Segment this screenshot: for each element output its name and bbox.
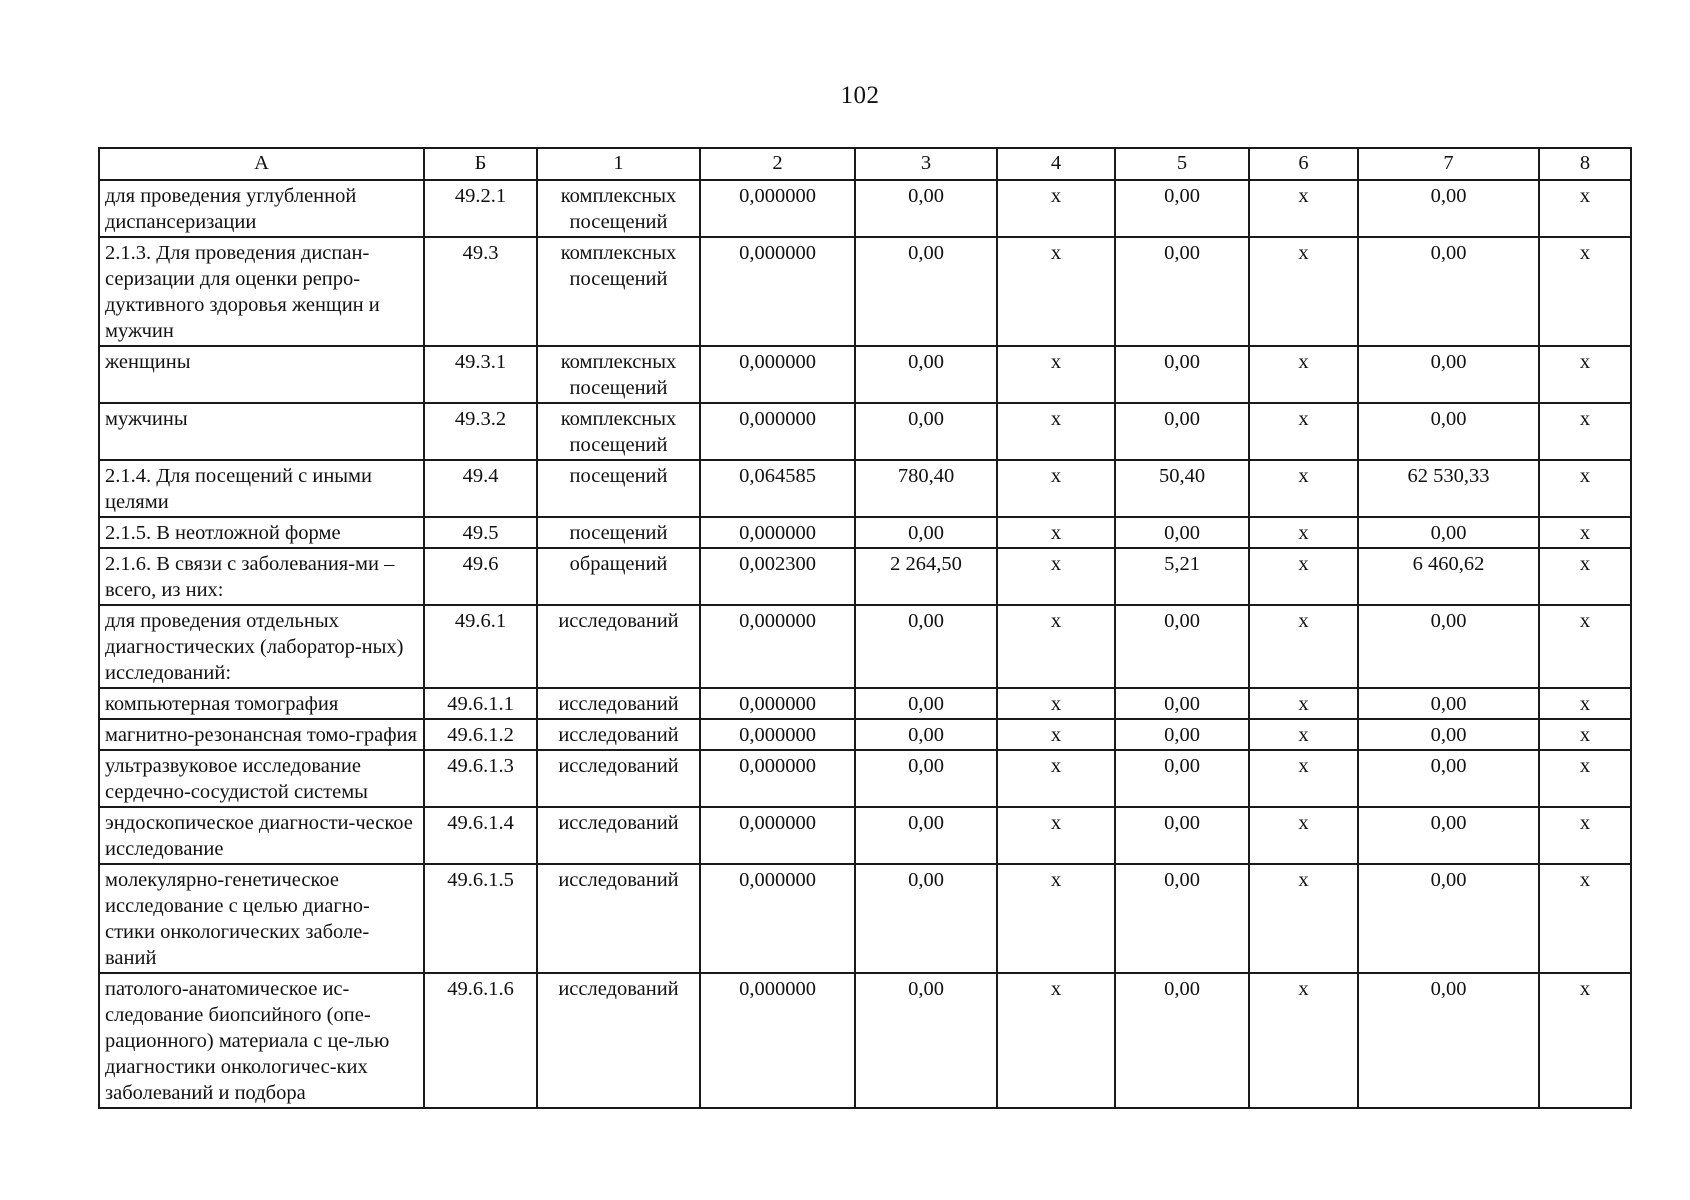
row-col-3: 0,00 (855, 517, 997, 548)
table-row (99, 403, 1631, 460)
row-code: 49.6.1.6 (424, 973, 537, 1108)
row-col-7: 6 460,62 (1358, 548, 1539, 605)
row-col-3: 0,00 (855, 807, 997, 864)
row-code: 49.3.1 (424, 346, 537, 403)
row-code: 49.4 (424, 460, 537, 517)
row-col-2: 0,000000 (700, 346, 855, 403)
row-col-7: 0,00 (1358, 517, 1539, 548)
row-code: 49.3.2 (424, 403, 537, 460)
row-col-2: 0,000000 (700, 973, 855, 1108)
row-col-5: 0,00 (1115, 688, 1249, 719)
row-col-2: 0,000000 (700, 864, 855, 973)
row-col-2: 0,000000 (700, 403, 855, 460)
row-col-4: х (997, 807, 1115, 864)
row-label: эндоскопическое диагности-ческое исследование (99, 807, 424, 864)
row-col-7: 62 530,33 (1358, 460, 1539, 517)
row-col-4: х (997, 460, 1115, 517)
column-header-6: 6 (1249, 148, 1358, 180)
row-col-5: 0,00 (1115, 750, 1249, 807)
row-col-4: х (997, 719, 1115, 750)
row-label: ультразвуковое исследование сердечно-сосудистой системы (99, 750, 424, 807)
column-header-a: А (99, 148, 424, 180)
row-col-4: х (997, 688, 1115, 719)
row-col-7: 0,00 (1358, 750, 1539, 807)
row-col-7: 0,00 (1358, 605, 1539, 688)
row-col-7: 0,00 (1358, 346, 1539, 403)
row-label: женщины (99, 346, 424, 403)
row-col-3: 0,00 (855, 719, 997, 750)
row-col-6: х (1249, 864, 1358, 973)
row-col-8: х (1539, 719, 1631, 750)
row-col-8: х (1539, 346, 1631, 403)
row-col-5: 0,00 (1115, 517, 1249, 548)
row-col-3: 0,00 (855, 973, 997, 1108)
row-col-5: 0,00 (1115, 605, 1249, 688)
row-label: компьютерная томография (99, 688, 424, 719)
page-number: 102 (840, 82, 880, 109)
row-col-3: 0,00 (855, 237, 997, 346)
row-col-2: 0,000000 (700, 807, 855, 864)
row-col-2: 0,000000 (700, 180, 855, 237)
row-col-4: х (997, 403, 1115, 460)
row-col-6: х (1249, 180, 1358, 237)
row-col-5: 5,21 (1115, 548, 1249, 605)
column-header-4: 4 (997, 148, 1115, 180)
row-col-4: х (997, 973, 1115, 1108)
row-col-5: 0,00 (1115, 180, 1249, 237)
row-unit: исследований (537, 688, 700, 719)
row-col-8: х (1539, 180, 1631, 237)
table-row (99, 346, 1631, 403)
row-col-5: 0,00 (1115, 807, 1249, 864)
row-col-7: 0,00 (1358, 180, 1539, 237)
row-unit: комплексных посещений (537, 403, 700, 460)
row-code: 49.6.1.1 (424, 688, 537, 719)
row-col-8: х (1539, 750, 1631, 807)
row-col-2: 0,000000 (700, 750, 855, 807)
row-code: 49.6.1 (424, 605, 537, 688)
row-col-6: х (1249, 750, 1358, 807)
row-col-7: 0,00 (1358, 688, 1539, 719)
column-header-7: 7 (1358, 148, 1539, 180)
row-unit: комплексных посещений (537, 346, 700, 403)
row-label: для проведения углубленной диспансеризации (99, 180, 424, 237)
row-col-7: 0,00 (1358, 973, 1539, 1108)
column-header-2: 2 (700, 148, 855, 180)
row-col-2: 0,000000 (700, 605, 855, 688)
table-row (99, 548, 1631, 605)
row-col-3: 2 264,50 (855, 548, 997, 605)
column-header-5: 5 (1115, 148, 1249, 180)
table-row (99, 460, 1631, 517)
row-col-6: х (1249, 460, 1358, 517)
table-row (99, 973, 1631, 1108)
data-table (98, 147, 1632, 1109)
table-body (99, 180, 1631, 1108)
row-col-5: 0,00 (1115, 237, 1249, 346)
column-header-3: 3 (855, 148, 997, 180)
row-col-3: 0,00 (855, 180, 997, 237)
row-label: 2.1.4. Для посещений с иными целями (99, 460, 424, 517)
row-code: 49.3 (424, 237, 537, 346)
row-unit: исследований (537, 719, 700, 750)
header-row (99, 148, 1631, 180)
table-row (99, 688, 1631, 719)
row-col-6: х (1249, 346, 1358, 403)
row-col-8: х (1539, 864, 1631, 973)
row-col-7: 0,00 (1358, 719, 1539, 750)
row-label: 2.1.6. В связи с заболевания-ми – всего, из них: (99, 548, 424, 605)
row-unit: исследований (537, 864, 700, 973)
row-col-6: х (1249, 688, 1358, 719)
row-unit: исследований (537, 973, 700, 1108)
row-col-3: 0,00 (855, 403, 997, 460)
row-label: молекулярно-генетическое исследование с целью диагно-стики онкологических заболе-ваний (99, 864, 424, 973)
row-col-7: 0,00 (1358, 807, 1539, 864)
row-col-2: 0,000000 (700, 517, 855, 548)
column-header-8: 8 (1539, 148, 1631, 180)
row-unit: комплексных посещений (537, 237, 700, 346)
table-row (99, 750, 1631, 807)
row-col-6: х (1249, 403, 1358, 460)
row-unit: исследований (537, 750, 700, 807)
row-col-5: 50,40 (1115, 460, 1249, 517)
row-col-4: х (997, 864, 1115, 973)
row-col-4: х (997, 237, 1115, 346)
row-col-2: 0,000000 (700, 688, 855, 719)
row-col-5: 0,00 (1115, 973, 1249, 1108)
row-col-8: х (1539, 605, 1631, 688)
row-unit: посещений (537, 517, 700, 548)
row-code: 49.2.1 (424, 180, 537, 237)
row-col-6: х (1249, 237, 1358, 346)
row-code: 49.5 (424, 517, 537, 548)
row-col-2: 0,064585 (700, 460, 855, 517)
row-col-5: 0,00 (1115, 346, 1249, 403)
column-header-b: Б (424, 148, 537, 180)
row-col-5: 0,00 (1115, 403, 1249, 460)
row-col-3: 0,00 (855, 688, 997, 719)
row-label: магнитно-резонансная томо-графия (99, 719, 424, 750)
row-label: 2.1.5. В неотложной форме (99, 517, 424, 548)
row-col-7: 0,00 (1358, 864, 1539, 973)
row-col-8: х (1539, 517, 1631, 548)
row-label: 2.1.3. Для проведения диспан-серизации для оценки репро-дуктивного здоровья женщин и мужчин (99, 237, 424, 346)
row-col-8: х (1539, 688, 1631, 719)
table-row (99, 864, 1631, 973)
row-col-2: 0,000000 (700, 237, 855, 346)
row-code: 49.6 (424, 548, 537, 605)
row-col-8: х (1539, 973, 1631, 1108)
column-header-1: 1 (537, 148, 700, 180)
table-row (99, 807, 1631, 864)
row-col-2: 0,000000 (700, 719, 855, 750)
table-row (99, 605, 1631, 688)
table-row (99, 180, 1631, 237)
row-col-3: 0,00 (855, 605, 997, 688)
row-col-4: х (997, 605, 1115, 688)
row-unit: обращений (537, 548, 700, 605)
row-col-5: 0,00 (1115, 719, 1249, 750)
row-unit: комплексных посещений (537, 180, 700, 237)
row-col-7: 0,00 (1358, 403, 1539, 460)
row-col-2: 0,002300 (700, 548, 855, 605)
row-col-3: 0,00 (855, 346, 997, 403)
row-col-8: х (1539, 403, 1631, 460)
row-code: 49.6.1.2 (424, 719, 537, 750)
row-col-6: х (1249, 548, 1358, 605)
row-col-4: х (997, 517, 1115, 548)
row-col-5: 0,00 (1115, 864, 1249, 973)
row-col-8: х (1539, 237, 1631, 346)
row-col-4: х (997, 346, 1115, 403)
row-col-6: х (1249, 517, 1358, 548)
row-col-7: 0,00 (1358, 237, 1539, 346)
row-unit: посещений (537, 460, 700, 517)
row-col-4: х (997, 180, 1115, 237)
row-col-4: х (997, 750, 1115, 807)
row-col-3: 780,40 (855, 460, 997, 517)
row-unit: исследований (537, 807, 700, 864)
row-col-8: х (1539, 807, 1631, 864)
row-col-6: х (1249, 973, 1358, 1108)
row-col-6: х (1249, 605, 1358, 688)
table-row (99, 517, 1631, 548)
row-code: 49.6.1.4 (424, 807, 537, 864)
row-col-3: 0,00 (855, 750, 997, 807)
row-code: 49.6.1.5 (424, 864, 537, 973)
row-col-4: х (997, 548, 1115, 605)
table-row (99, 237, 1631, 346)
row-label: для проведения отдельных диагностических (лаборатор-ных) исследований: (99, 605, 424, 688)
row-label: мужчины (99, 403, 424, 460)
row-col-8: х (1539, 548, 1631, 605)
row-col-6: х (1249, 719, 1358, 750)
row-col-3: 0,00 (855, 864, 997, 973)
row-col-8: х (1539, 460, 1631, 517)
row-col-6: х (1249, 807, 1358, 864)
row-code: 49.6.1.3 (424, 750, 537, 807)
row-unit: исследований (537, 605, 700, 688)
table-row (99, 719, 1631, 750)
row-label: патолого-анатомическое ис-следование биопсийного (опе-рационного) материала с це-лью диагностики онкологичес-ких заболеваний и подбора (99, 973, 424, 1108)
